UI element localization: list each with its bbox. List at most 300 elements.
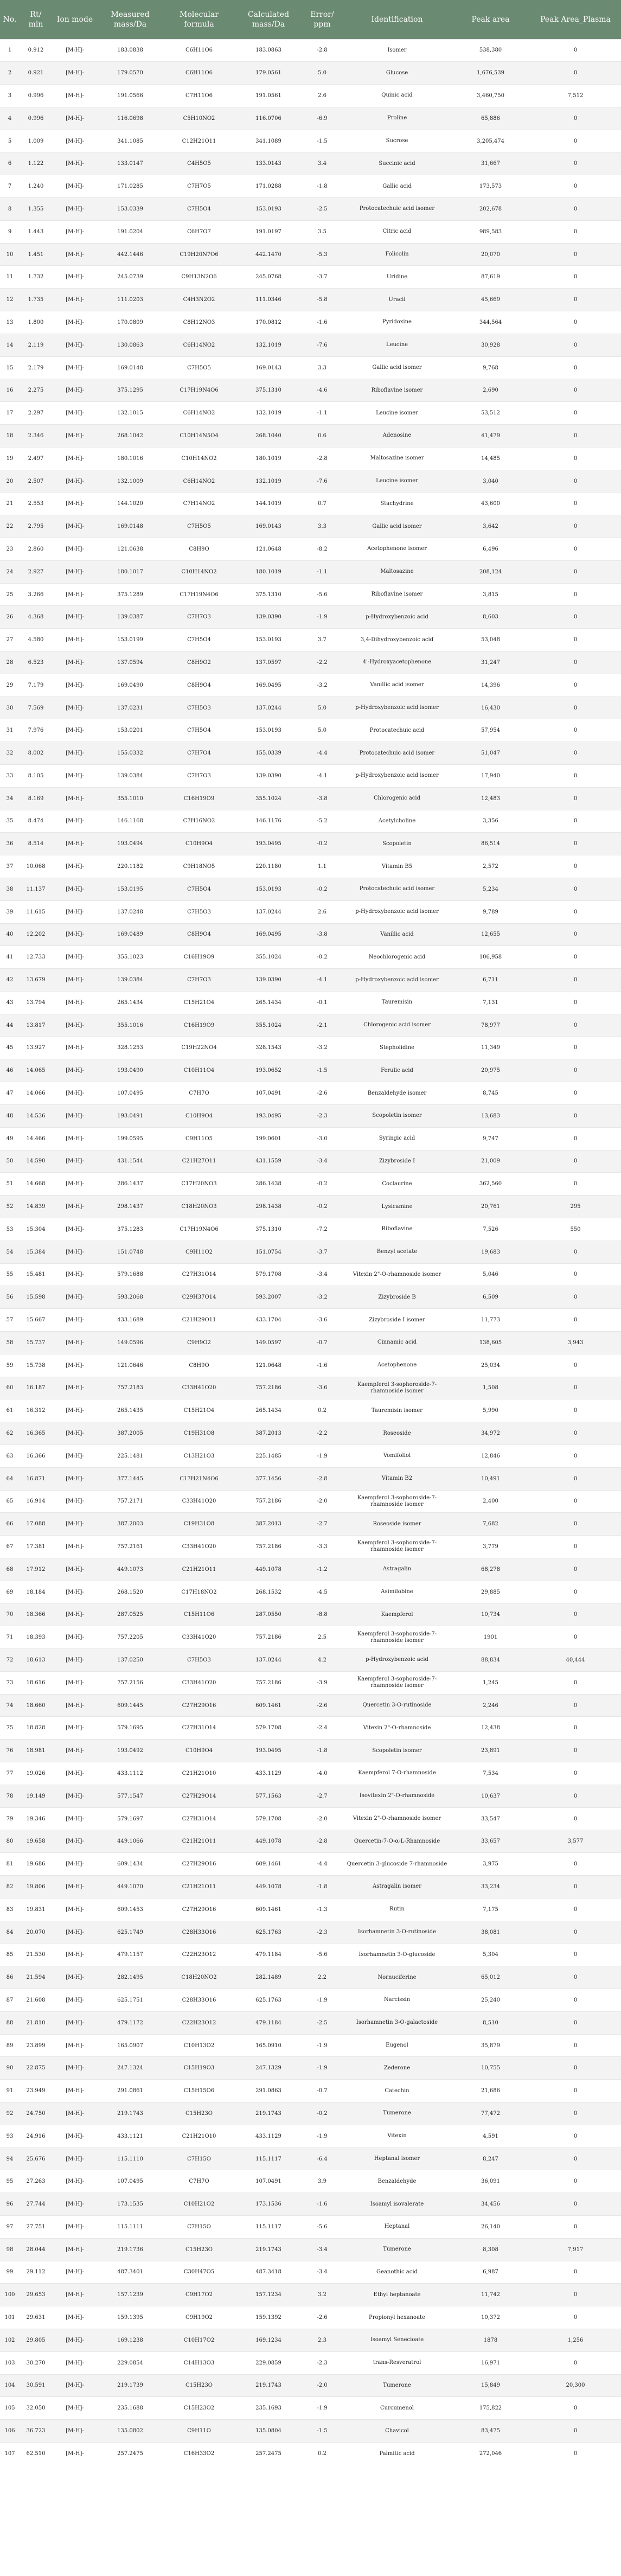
table-cell: C6H14NO2	[163, 470, 235, 493]
table-cell: 219.1743	[98, 2102, 163, 2125]
table-cell: C9H18NO5	[163, 855, 235, 878]
table-row	[0, 425, 621, 448]
table-cell: C7H7O3	[163, 969, 235, 992]
table-row	[0, 2420, 621, 2443]
table-cell: 6,509	[451, 1286, 530, 1309]
table-cell: 433.1689	[98, 1309, 163, 1332]
table-cell: -3.6	[302, 1309, 343, 1332]
table-row	[0, 2306, 621, 2329]
table-cell: Palmitic acid	[343, 2442, 451, 2465]
table-cell: 53,512	[451, 402, 530, 425]
table-row	[0, 1626, 621, 1649]
column-header: Measured mass/Da	[111, 10, 150, 29]
table-cell: 341.1085	[98, 130, 163, 152]
table-cell: 0	[530, 719, 621, 742]
table-cell: 609.1461	[235, 1853, 302, 1876]
table-cell: Protocatechuic acid isomer	[343, 878, 451, 900]
table-cell: 169.0490	[98, 674, 163, 696]
table-cell: [M-H]-	[52, 1196, 98, 1218]
table-cell: Riboflavine isomer	[343, 379, 451, 402]
table-cell: -1.3	[302, 1898, 343, 1921]
table-cell: 10,372	[451, 2306, 530, 2329]
table-cell: 23.899	[20, 2034, 52, 2057]
table-cell: 449.1073	[98, 1558, 163, 1581]
table-cell: 3.5	[302, 220, 343, 243]
table-row	[0, 1444, 621, 1467]
table-cell: [M-H]-	[52, 1807, 98, 1830]
table-cell: [M-H]-	[52, 1490, 98, 1513]
table-cell: 286.1437	[98, 1173, 163, 1196]
table-cell: [M-H]-	[52, 62, 98, 85]
table-cell: Coclaurine	[343, 1173, 451, 1196]
table-row	[0, 2125, 621, 2147]
table-cell: 219.1743	[235, 2102, 302, 2125]
table-row	[0, 1082, 621, 1105]
table-cell: 7.569	[20, 696, 52, 719]
table-cell: 132.1019	[235, 402, 302, 425]
table-cell: 43	[0, 991, 20, 1014]
table-cell: Vitexin 2"-O-rhamnoside isomer	[343, 1263, 451, 1286]
table-cell: 15	[0, 356, 20, 379]
table-cell: [M-H]-	[52, 1399, 98, 1422]
table-cell: -0.2	[302, 2102, 343, 2125]
table-cell: 61	[0, 1399, 20, 1422]
table-cell: 1.800	[20, 311, 52, 334]
table-row	[0, 1898, 621, 1921]
table-cell: [M-H]-	[52, 1921, 98, 1944]
table-cell: 30	[0, 696, 20, 719]
table-cell: 0	[530, 560, 621, 583]
table-cell: Rutin	[343, 1898, 451, 1921]
table-cell: Nornuciferine	[343, 1966, 451, 1989]
table-cell: [M-H]-	[52, 2374, 98, 2397]
table-cell: 0	[530, 1490, 621, 1513]
table-cell: C17H19N4O6	[163, 583, 235, 606]
table-cell: 27.263	[20, 2170, 52, 2193]
table-cell: 103	[0, 2351, 20, 2374]
table-cell: [M-H]-	[52, 606, 98, 629]
table-cell: Maltosazine isomer	[343, 447, 451, 470]
table-cell: C10H17O2	[163, 2329, 235, 2351]
table-cell: 7,175	[451, 1898, 530, 1921]
table-cell: 16	[0, 379, 20, 402]
table-cell: [M-H]-	[52, 130, 98, 152]
table-cell: 155.0339	[235, 742, 302, 765]
table-cell: 135.0804	[235, 2420, 302, 2443]
table-cell: 387.2013	[235, 1422, 302, 1445]
table-cell: 153.0193	[235, 878, 302, 900]
table-cell: 89	[0, 2034, 20, 2057]
table-cell: C19H31O8	[163, 1422, 235, 1445]
table-cell: Kaempferol 3-sophoroside-7-rhamnoside isomer	[343, 1626, 451, 1649]
table-cell: 17.088	[20, 1513, 52, 1536]
table-cell: 3.2	[302, 2284, 343, 2306]
table-cell: 757.2161	[98, 1536, 163, 1558]
table-cell: 36	[0, 833, 20, 855]
table-cell: 93	[0, 2125, 20, 2147]
table-cell: -4.4	[302, 1853, 343, 1876]
table-cell: Zizybroside I	[343, 1150, 451, 1173]
table-cell: -4.4	[302, 742, 343, 765]
table-cell: Tauremisin	[343, 991, 451, 1014]
table-cell: 0.2	[302, 1399, 343, 1422]
table-cell: 0	[530, 946, 621, 969]
table-cell: 137.0231	[98, 696, 163, 719]
table-cell: 202,678	[451, 198, 530, 221]
table-cell: 199.0595	[98, 1127, 163, 1150]
table-cell: Glucose	[343, 62, 451, 85]
table-cell: 36,091	[451, 2170, 530, 2193]
table-cell: 14.065	[20, 1059, 52, 1082]
table-cell: 151.0748	[98, 1241, 163, 1263]
table-cell: Roseoside isomer	[343, 1513, 451, 1536]
table-cell: 375.1283	[98, 1218, 163, 1241]
table-cell: C10H21O2	[163, 2193, 235, 2216]
table-cell: 77,472	[451, 2102, 530, 2125]
table-cell: 52	[0, 1196, 20, 1218]
table-cell: C7H15O	[163, 2147, 235, 2170]
table-cell: [M-H]-	[52, 1853, 98, 1876]
table-cell: 757.2186	[235, 1490, 302, 1513]
table-cell: 12,483	[451, 787, 530, 810]
table-cell: Astragalin	[343, 1558, 451, 1581]
table-cell: [M-H]-	[52, 538, 98, 561]
table-cell: 2.497	[20, 447, 52, 470]
table-row	[0, 855, 621, 878]
table-cell: [M-H]-	[52, 923, 98, 946]
table-cell: 66	[0, 1513, 20, 1536]
table-cell: 17	[0, 402, 20, 425]
table-cell: -1.9	[302, 1444, 343, 1467]
table-row	[0, 1966, 621, 1989]
table-cell: 170.0812	[235, 311, 302, 334]
table-cell: 53,048	[451, 629, 530, 651]
table-cell: 23.949	[20, 2080, 52, 2102]
table-cell: 121.0638	[98, 538, 163, 561]
table-cell: 0	[530, 266, 621, 289]
table-row	[0, 107, 621, 130]
table-cell: 43,600	[451, 493, 530, 515]
table-cell: Sucrose	[343, 130, 451, 152]
table-cell: 54	[0, 1241, 20, 1263]
table-cell: 3,815	[451, 583, 530, 606]
table-cell: 387.2013	[235, 1513, 302, 1536]
table-cell: [M-H]-	[52, 152, 98, 175]
table-cell: -2.3	[302, 1104, 343, 1127]
table-cell: 355.1016	[98, 1014, 163, 1037]
table-cell: C7H7O	[163, 2170, 235, 2193]
table-cell: 0	[530, 2284, 621, 2306]
table-cell: 32	[0, 742, 20, 765]
table-cell: 19.831	[20, 1898, 52, 1921]
table-row	[0, 2011, 621, 2034]
table-cell: 39	[0, 900, 20, 923]
table-row	[0, 719, 621, 742]
table-cell: 5,046	[451, 1263, 530, 1286]
table-cell: Protocatechuic acid isomer	[343, 198, 451, 221]
table-cell: [M-H]-	[52, 107, 98, 130]
table-cell: 115.1117	[235, 2147, 302, 2170]
table-cell: C27H29O16	[163, 1853, 235, 1876]
table-cell: 1.122	[20, 152, 52, 175]
table-cell: 169.0148	[98, 515, 163, 538]
table-cell: Folicolin	[343, 243, 451, 266]
table-cell: p-Hydroxybenzoic acid	[343, 1649, 451, 1672]
table-cell: 59	[0, 1354, 20, 1377]
table-cell: [M-H]-	[52, 1966, 98, 1989]
table-cell: [M-H]-	[52, 311, 98, 334]
table-cell: 24	[0, 560, 20, 583]
table-cell: Benzaldehyde isomer	[343, 1082, 451, 1105]
table-cell: [M-H]-	[52, 878, 98, 900]
table-cell: 0	[530, 538, 621, 561]
table-cell: 229.0854	[98, 2351, 163, 2374]
table-cell: C10H9O4	[163, 1740, 235, 1762]
table-cell: 9,768	[451, 356, 530, 379]
table-cell: 21	[0, 493, 20, 515]
table-cell: 0	[530, 2216, 621, 2239]
table-cell: 0	[530, 425, 621, 448]
table-cell: 11,773	[451, 1309, 530, 1332]
table-cell: 137.0594	[98, 651, 163, 674]
table-cell: -7.6	[302, 334, 343, 356]
table-cell: Kaempferol 3-sophoroside-7-rhamnoside isomer	[343, 1377, 451, 1399]
table-cell: -3.8	[302, 787, 343, 810]
table-cell: 62.510	[20, 2442, 52, 2465]
table-row	[0, 1150, 621, 1173]
table-cell: 2.346	[20, 425, 52, 448]
table-cell: 0	[530, 1921, 621, 1944]
table-cell: 57	[0, 1309, 20, 1332]
table-cell: 37	[0, 855, 20, 878]
table-row	[0, 923, 621, 946]
table-cell: C9H11O	[163, 2420, 235, 2443]
table-cell: 18.393	[20, 1626, 52, 1649]
table-cell: -4.1	[302, 969, 343, 992]
table-cell: 169.0495	[235, 923, 302, 946]
table-cell: C30H47O5	[163, 2261, 235, 2284]
table-cell: 1878	[451, 2329, 530, 2351]
table-row	[0, 493, 621, 515]
table-cell: -2.0	[302, 1490, 343, 1513]
table-cell: 16.366	[20, 1444, 52, 1467]
table-cell: [M-H]-	[52, 39, 98, 62]
table-cell: 33,234	[451, 1876, 530, 1899]
table-cell: 111.0346	[235, 289, 302, 311]
table-cell: C8H9O	[163, 1354, 235, 1377]
table-cell: 157.1239	[98, 2284, 163, 2306]
table-cell: 27	[0, 629, 20, 651]
table-cell: [M-H]-	[52, 1014, 98, 1037]
table-cell: 0	[530, 878, 621, 900]
table-cell: 80	[0, 1830, 20, 1853]
table-cell: 12,655	[451, 923, 530, 946]
table-cell: 21.608	[20, 1989, 52, 2012]
table-cell: 0	[530, 152, 621, 175]
table-row	[0, 742, 621, 765]
table-cell: Lysicamine	[343, 1196, 451, 1218]
table-cell: [M-H]-	[52, 1558, 98, 1581]
table-row	[0, 606, 621, 629]
table-cell: 51	[0, 1173, 20, 1196]
column-header: Identification	[371, 15, 423, 24]
table-cell: C9H11O5	[163, 1127, 235, 1150]
table-cell: 0	[530, 1717, 621, 1740]
table-cell: C10H11O4	[163, 1059, 235, 1082]
table-cell: 21.810	[20, 2011, 52, 2034]
table-cell: 3,943	[530, 1331, 621, 1354]
table-row	[0, 1467, 621, 1490]
table-cell: 9	[0, 220, 20, 243]
table-cell: 48	[0, 1104, 20, 1127]
table-cell: 153.0193	[235, 198, 302, 221]
table-cell: C7H5O3	[163, 696, 235, 719]
table-cell: 22.875	[20, 2057, 52, 2080]
table-cell: 0	[530, 1422, 621, 1445]
table-cell: 265.1434	[98, 991, 163, 1014]
table-cell: 0.996	[20, 107, 52, 130]
table-cell: 6,496	[451, 538, 530, 561]
table-cell: 298.1438	[235, 1196, 302, 1218]
table-cell: 41,479	[451, 425, 530, 448]
table-cell: 13	[0, 311, 20, 334]
table-cell: 18.616	[20, 1671, 52, 1694]
table-row	[0, 991, 621, 1014]
table-cell: 24.916	[20, 2125, 52, 2147]
table-cell: 15.384	[20, 1241, 52, 1263]
table-cell: C21H21O10	[163, 2125, 235, 2147]
table-cell: Vitamin B2	[343, 1467, 451, 1490]
table-cell: 7,917	[530, 2238, 621, 2261]
table-cell: C7H7O4	[163, 742, 235, 765]
table-cell: 0	[530, 629, 621, 651]
table-cell: 2.275	[20, 379, 52, 402]
table-cell: 2	[0, 62, 20, 85]
table-cell: 4'-Hydroxyacetophenone	[343, 651, 451, 674]
table-cell: -8.8	[302, 1603, 343, 1626]
table-cell: 0	[530, 1309, 621, 1332]
table-cell: 72	[0, 1649, 20, 1672]
table-cell: 9,747	[451, 1127, 530, 1150]
table-cell: C6H14NO2	[163, 402, 235, 425]
table-cell: 20.070	[20, 1921, 52, 1944]
table-cell: Tumerone	[343, 2374, 451, 2397]
table-cell: 7,534	[451, 1762, 530, 1785]
table-row	[0, 2329, 621, 2351]
table-cell: Vitexin 2"-O-rhamnoside isomer	[343, 1807, 451, 1830]
table-row	[0, 2374, 621, 2397]
table-cell: C22H23O12	[163, 1944, 235, 1966]
table-cell: -5.2	[302, 810, 343, 833]
table-cell: 3	[0, 85, 20, 107]
table-cell: 550	[530, 1218, 621, 1241]
table-cell: 116.0698	[98, 107, 163, 130]
table-row	[0, 2102, 621, 2125]
table-cell: 235.1693	[235, 2397, 302, 2420]
table-cell: 219.1743	[235, 2374, 302, 2397]
table-cell: 282.1489	[235, 1966, 302, 1989]
table-cell: 193.0495	[235, 833, 302, 855]
table-cell: 245.0739	[98, 266, 163, 289]
table-cell: 4,591	[451, 2125, 530, 2147]
table-cell: 15.667	[20, 1309, 52, 1332]
table-cell: 0	[530, 674, 621, 696]
table-cell: 377.1456	[235, 1467, 302, 1490]
table-cell: C6H14NO2	[163, 334, 235, 356]
table-cell: 25.676	[20, 2147, 52, 2170]
table-row	[0, 1490, 621, 1513]
table-cell: 81	[0, 1853, 20, 1876]
table-cell: 107.0495	[98, 1082, 163, 1105]
table-cell: 18.660	[20, 1694, 52, 1717]
table-cell: [M-H]-	[52, 1037, 98, 1059]
table-cell: C15H21O4	[163, 991, 235, 1014]
table-cell: C7H15O	[163, 2216, 235, 2239]
table-cell: Propionyl hexanoate	[343, 2306, 451, 2329]
table-cell: 10.068	[20, 855, 52, 878]
table-cell: 10,755	[451, 2057, 530, 2080]
table-cell: [M-H]-	[52, 2442, 98, 2465]
table-cell: 18.981	[20, 1740, 52, 1762]
table-cell: 479.1172	[98, 2011, 163, 2034]
table-cell: 65	[0, 1490, 20, 1513]
table-cell: [M-H]-	[52, 629, 98, 651]
table-row	[0, 402, 621, 425]
table-cell: 18	[0, 425, 20, 448]
table-cell: 86,514	[451, 833, 530, 855]
table-cell: 38	[0, 878, 20, 900]
table-cell: C7H5O5	[163, 515, 235, 538]
table-cell: 31	[0, 719, 20, 742]
table-cell: C9H19O2	[163, 2306, 235, 2329]
table-cell: 757.2171	[98, 1490, 163, 1513]
table-cell: C8H9O4	[163, 674, 235, 696]
table-cell: 0	[530, 696, 621, 719]
table-cell: [M-H]-	[52, 787, 98, 810]
table-cell: C17H21N4O6	[163, 1467, 235, 1490]
table-cell: 449.1078	[235, 1830, 302, 1853]
table-row	[0, 447, 621, 470]
table-cell: 625.1763	[235, 1921, 302, 1944]
table-cell: [M-H]-	[52, 470, 98, 493]
table-cell: Vitamin B5	[343, 855, 451, 878]
table-cell: 56	[0, 1286, 20, 1309]
table-cell: 0	[530, 2147, 621, 2170]
table-cell: 151.0754	[235, 1241, 302, 1263]
table-cell: [M-H]-	[52, 1603, 98, 1626]
table-cell: 0	[530, 2011, 621, 2034]
table-cell: 4	[0, 107, 20, 130]
table-cell: C4H5O5	[163, 152, 235, 175]
table-cell: 157.1234	[235, 2284, 302, 2306]
table-cell: 30.591	[20, 2374, 52, 2397]
table-cell: Roseoside	[343, 1422, 451, 1445]
table-cell: 78,977	[451, 1014, 530, 1037]
table-cell: 5.0	[302, 719, 343, 742]
table-cell: 33,657	[451, 1830, 530, 1853]
table-cell: 0	[530, 379, 621, 402]
table-cell: C8H9O	[163, 538, 235, 561]
table-cell: 170.0809	[98, 311, 163, 334]
table-cell: 2.6	[302, 85, 343, 107]
table-cell: 17.912	[20, 1558, 52, 1581]
table-cell: 0	[530, 1603, 621, 1626]
table-cell: 12,846	[451, 1444, 530, 1467]
table-cell: Pyridoxine	[343, 311, 451, 334]
table-cell: 139.0390	[235, 765, 302, 788]
table-row	[0, 1104, 621, 1127]
table-cell: [M-H]-	[52, 742, 98, 765]
